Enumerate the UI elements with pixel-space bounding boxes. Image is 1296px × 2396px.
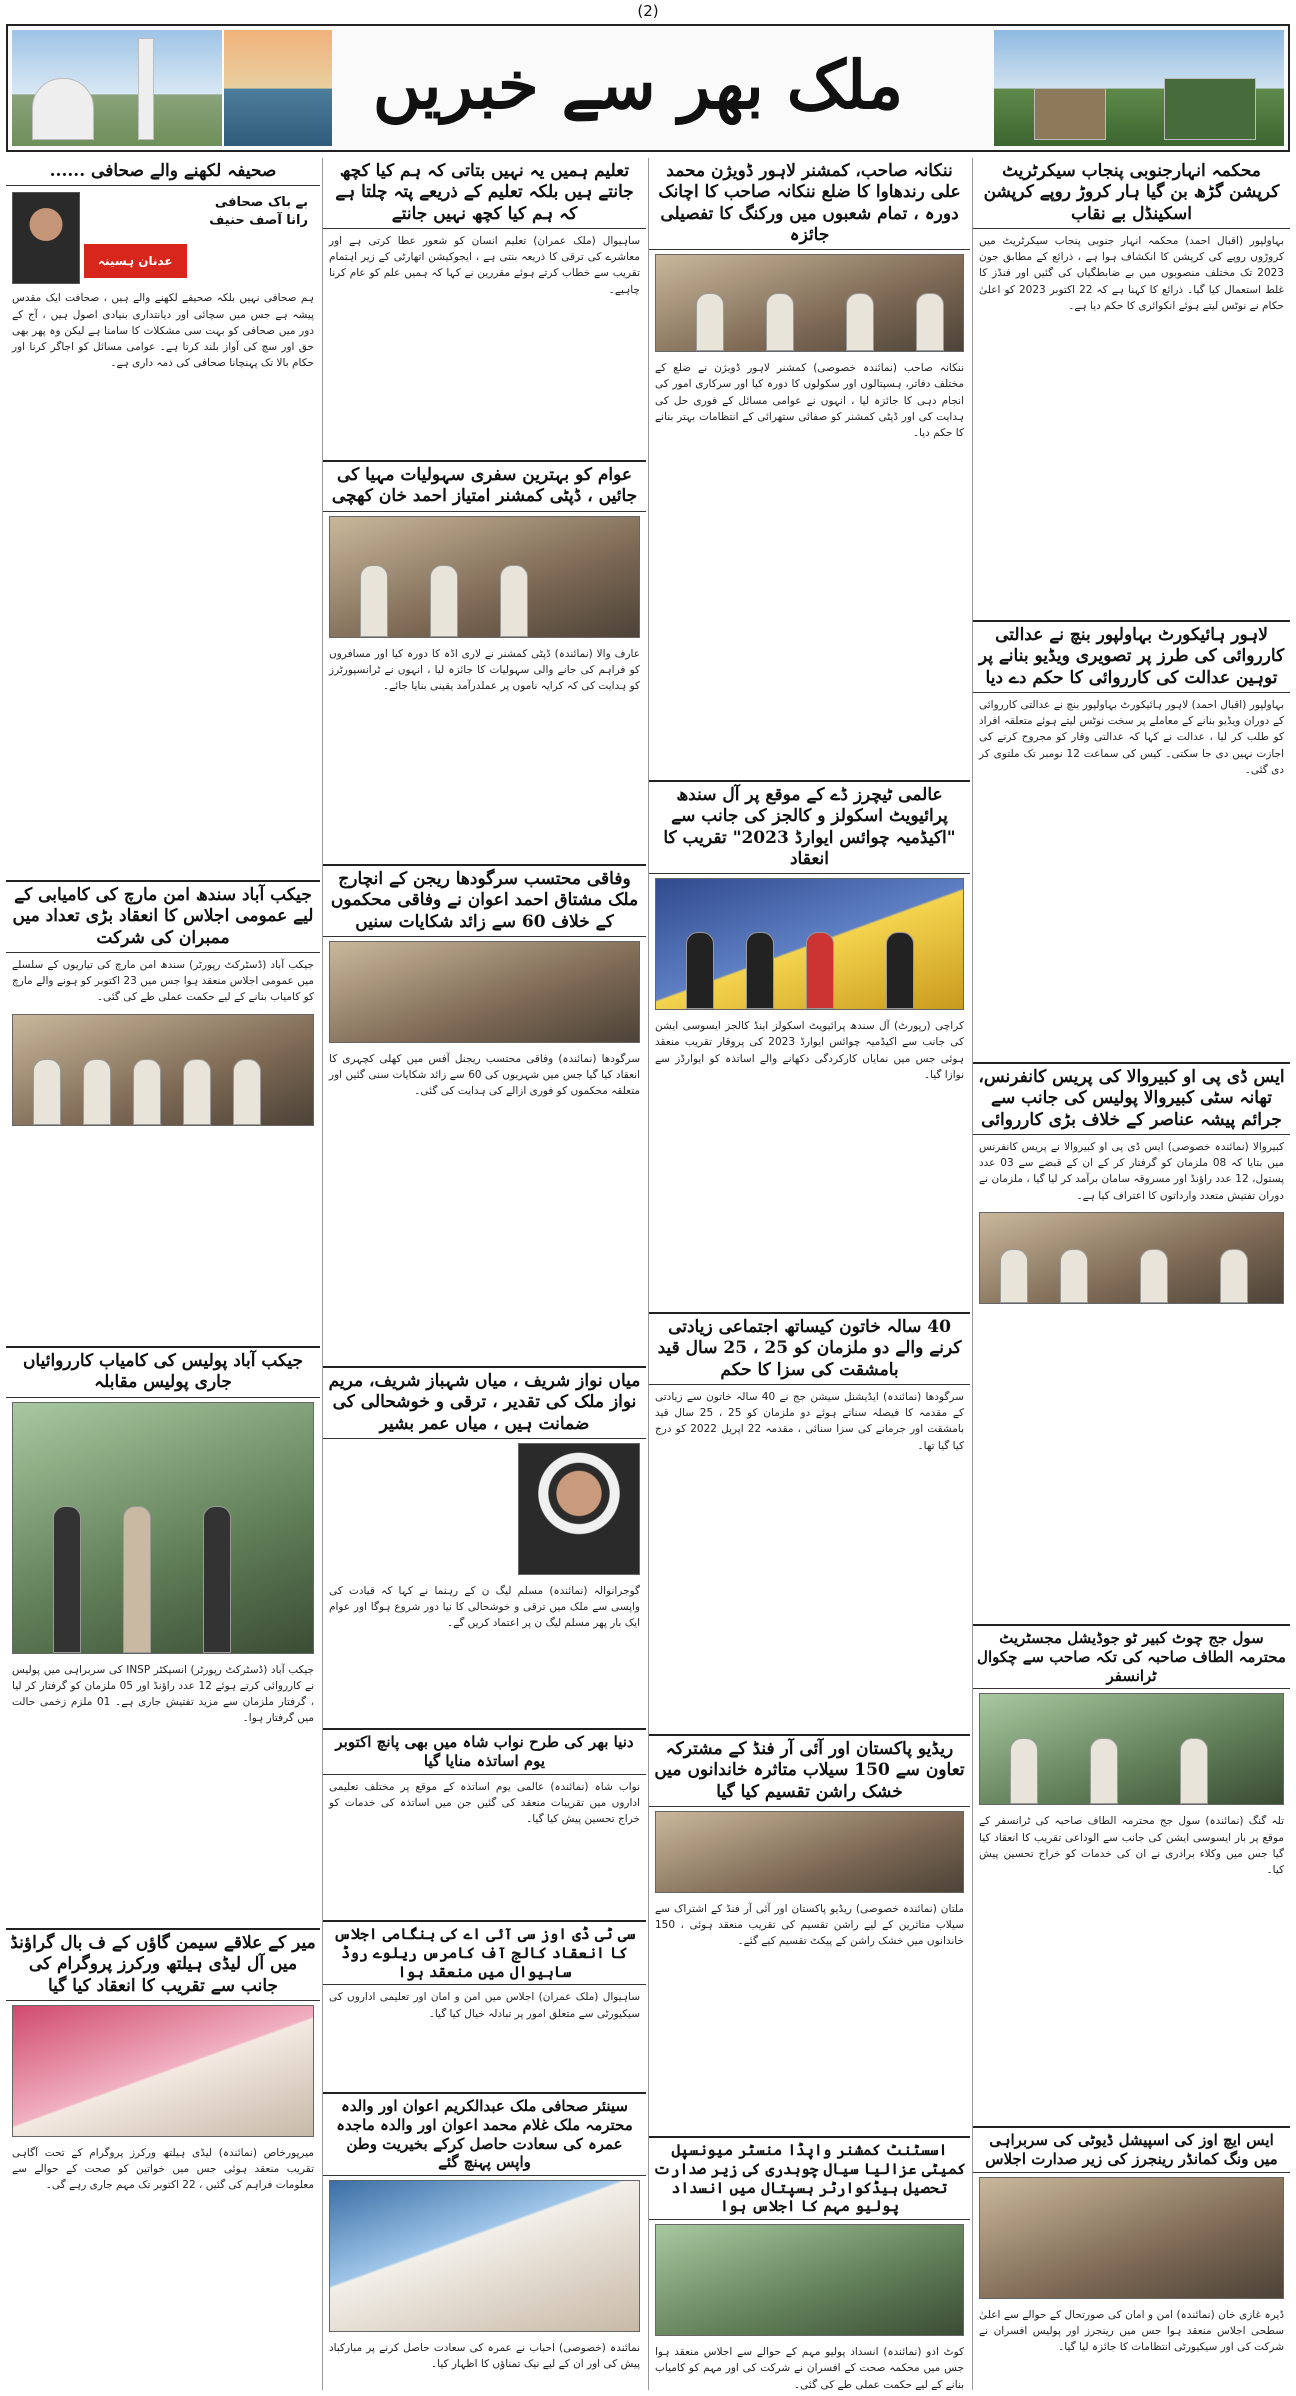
story-body: ڈیرہ غازی خان (نمائندہ) امن و امان کی صورتحال کے حوالے سے اعلیٰ سطحی اجلاس منعقد ہوا جس میں رینجرز اور پولیس افسران نے شرکت کی اور سیکیورٹی انتظامات کا جائزہ لیا گیا۔	[979, 2308, 1284, 2354]
story	[6, 158, 320, 878]
news-photo	[979, 1693, 1284, 1805]
story	[323, 158, 646, 458]
masthead-title: ملک بھر سے خبریں	[372, 46, 904, 124]
headline: سول جج چوٹ کبیر ٹو جوڈیشل مجسٹریٹ محترمہ الطاف صاحبہ کی تکہ صاحب سے چکوال ٹرانسفر	[973, 1626, 1290, 1689]
story-body: ملتان (نمائندہ خصوصی) ریڈیو پاکستان اور آئی آر فنڈ کے اشتراک سے سیلاب متاثرین کے لیے راشن تقسیم کی تقریب منعقد ہوئی ، 150 خاندانوں میں خشک راشن کے پیکٹ تقسیم کیے گئے۔	[655, 1902, 964, 1948]
news-photo	[329, 941, 640, 1043]
headline: سی ٹی ڈی اوز سی آئی اے کی بنگامی اجلاس کا انعقاد کالج آف کامرس ریلوے روڈ ساہیوال میں منعقد ہوا	[323, 1922, 646, 1985]
headline: میاں نواز شریف ، میاں شہباز شریف، مریم نواز ملک کی تقدیر ، ترقی و خوشحالی کی ضمانت ہیں ، میاں عمر بشیر	[323, 1368, 646, 1439]
headline: وفاقی محتسب سرگودھا ریجن کے انچارج ملک مشتاق احمد اعوان نے وفاقی محکموں کے خلاف 60 سے زائد شکایات سنیں	[323, 866, 646, 937]
story-body: جیکب آباد (ڈسٹرکٹ رپورٹر) انسپکٹر INSP کی سربراہی میں پولیس نے کارروائی کرتے ہوئے 12 عدد راؤنڈ اور 05 ملزمان کو گرفتار کر لیا ، گرفتار ملزمان سے مزید تفتیش جاری ہے۔ 01 ملزم زخمی حالت میں گرفتار ہوا۔	[12, 1663, 314, 1725]
story	[649, 1312, 970, 1734]
story	[649, 158, 970, 778]
headline: ایس ایچ اوز کی اسپیشل ڈیوٹی کی سربراہی میں ونگ کمانڈر رینجرز کی زیر صدارت اجلاس	[973, 2128, 1290, 2173]
story	[323, 2092, 646, 2390]
headline: 40 سالہ خاتون کیساتھ اجتماعی زیادتی کرنے والے دو ملزمان کو 25 ، 25 سال قید بامشقت کی سزا کا حکم	[649, 1314, 970, 1385]
news-photo	[655, 2224, 964, 2336]
news-photo	[979, 2177, 1284, 2299]
story	[323, 864, 646, 1366]
story	[323, 1728, 646, 1920]
headline: عالمی ٹیچرز ڈے کے موقع پر آل سندھ پرائیویٹ اسکولز و کالجز کی جانب سے "اکیڈمیہ چوائس ایوارڈ 2023" تقریب کا انعقاد	[649, 782, 970, 874]
story-body: گوجرانوالہ (نمائندہ) مسلم لیگ ن کے رہنما نے کہا کہ قیادت کی واپسی سے ملک میں ترقی و خوشحالی کا نیا دور شروع ہوگا اور عوام ایک بار پھر مسلم لیگ ن پر اعتماد کریں گے۔	[329, 1584, 640, 1630]
headline: ریڈیو پاکستان اور آئی آر فنڈ کے مشترکہ تعاون سے 150 سیلاب متاثرہ خاندانوں میں خشک راشن تقسیم کیا گیا	[649, 1736, 970, 1807]
story-body: ساہیوال (ملک عمران) تعلیم انسان کو شعور عطا کرتی ہے اور معاشرے کی ترقی کا ذریعہ بنتی ہے ، ایجوکیشن اتھارٹی کے زیر اہتمام تقریب سے خطاب کرتے ہوئے مقررین نے کہا کہ ہمیں علم کو عام کرنا چاہیے۔	[329, 234, 640, 296]
headline: محکمہ انہارجنوبی پنجاب سیکرٹریٹ کرپشن گڑھ بن گیا ہار کروڑ روپے کرپشن اسکینڈل بے نقاب	[973, 158, 1290, 229]
news-photo	[12, 1014, 314, 1126]
story	[973, 620, 1290, 1062]
story	[649, 780, 970, 1312]
news-photo	[329, 2180, 640, 2332]
story	[6, 1346, 320, 1928]
story	[6, 880, 320, 1346]
story-body: کبیروالا (نمائندہ خصوصی) ایس ڈی پی او کبیروالا نے پریس کانفرنس میں بتایا کہ 08 ملزمان کو گرفتار کر کے ان کے قبضے سے 03 عدد پستول، 12 عدد راؤنڈ اور مسروقہ سامان برآمد کر لیا گیا ، ملزمان نے دوران تفتیش متعدد وارداتوں کا اعتراف کیا ہے۔	[979, 1140, 1284, 1202]
story	[649, 1734, 970, 2136]
headline: عوام کو بہترین سفری سہولیات مہیا کی جائیں ، ڈپٹی کمشنر امتیاز احمد خان کھچی	[323, 462, 646, 512]
story-body: سرگودھا (نمائندہ) ایڈیشنل سیشن جج نے 40 سالہ خاتون سے زیادتی کے مقدمہ کا فیصلہ سناتے ہوئے دو ملزمان کو 25 ، 25 سال قید بامشقت اور جرمانے کی سزا سنائی ، مقدمہ 22 اپریل 2022 کو درج کیا گیا تھا۔	[655, 1390, 965, 1452]
story	[649, 2136, 970, 2390]
headline: سینئر صحافی ملک عبدالکریم اعوان اور والدہ محترمہ ملک غلام محمد اعوان اور والدہ ماجدہ عمرہ کی سعادت حاصل کرکے بخیریت وطن واپس پہنچ گئے	[323, 2094, 646, 2176]
headline: ایس ڈی پی او کبیروالا کی پریس کانفرنس، تھانہ سٹی کبیروالا پولیس کی جانب سے جرائم پیشہ عناصر کے خلاف بڑی کارروائی	[973, 1064, 1290, 1135]
headline: ننکانہ صاحب، کمشنر لاہور ڈویژن محمد علی رندھاوا کا ضلع ننکانہ صاحب کا اچانک دورہ ، تمام شعبوں میں ورکنگ کا تفصیلی جائزہ	[649, 158, 970, 250]
page-number: (2)	[637, 2, 659, 20]
center-left-landmark-photo	[224, 30, 332, 146]
news-photo	[979, 1212, 1284, 1304]
story	[973, 158, 1290, 618]
story-body: نواب شاہ (نمائندہ) عالمی یوم اساتذہ کے موقع پر مختلف تعلیمی اداروں میں تقریبات منعقد کی گئیں جن میں اساتذہ کی خدمات کو خراج تحسین پیش کیا گیا۔	[329, 1780, 640, 1826]
story-body: تلہ گنگ (نمائندہ) سول جج محترمہ الطاف صاحبہ کی ٹرانسفر کے موقع پر بار ایسوسی ایشن کی جانب سے الوداعی تقریب کا انعقاد کیا گیا جس میں وکلاء برادری نے ان کی خدمات کو خراج تحسین پیش کیا۔	[979, 1815, 1284, 1877]
story-body: میرپورخاص (نمائندہ) لیڈی ہیلتھ ورکرز پروگرام کے تحت آگاہی تقریب منعقد ہوئی جس میں خواتین کو صحت کے حوالے سے معلومات فراہم کی گئیں ، 22 اکتوبر تک مہم جاری رہے گی۔	[12, 2146, 314, 2192]
headline: تعلیم ہمیں یہ نہیں بتاتی کہ ہم کیا کچھ جانتے ہیں بلکہ تعلیم کے ذریعے پتہ چلتا ہے کہ ہم کیا کچھ نہیں جانتے	[323, 158, 646, 229]
story-body: کراچی (رپورٹ) آل سندھ پرائیویٹ اسکولز اینڈ کالجز ایسوسی ایشن کی جانب سے اکیڈمیہ چوائس ایوارڈ 2023 کی پروقار تقریب منعقد ہوئی جس میں نمایاں کارکردگی دکھانے والے اساتذہ کو ایوارڈز سے نوازا گیا۔	[655, 1020, 964, 1081]
right-landmark-photo	[994, 30, 1284, 146]
news-photo	[12, 1402, 314, 1654]
story	[323, 460, 646, 864]
story	[323, 1920, 646, 2092]
story	[973, 2126, 1290, 2390]
news-photo	[655, 1811, 964, 1893]
column-3	[322, 158, 646, 2390]
story	[323, 1366, 646, 1728]
story	[973, 1062, 1290, 1624]
section-title: صحیفہ لکھنے والے صحافی ......	[6, 158, 320, 186]
headline: اسسٹنٹ کمشنر واپڈا منسٹر میونسپل کمیٹی عزالیا سیال چوہدری کی زیر صدارت تحصیل ہیڈکوارٹر ہسپتال میں انسداد پولیو مہم کا اجلاس ہوا	[649, 2138, 970, 2220]
column-2	[648, 158, 970, 2390]
story-body: بہاولپور (اقبال احمد) لاہور ہائیکورٹ بہاولپور بنچ نے عدالتی کارروائی کے دوران ویڈیو بنانے کے معاملے پر سخت نوٹس لیتے ہوئے متعلقہ افراد کو طلب کر لیا ، عدالت نے کہا کہ عدالتی وقار کو مجروح کرنے کی اجازت نہیں دی جا سکتی۔ کیس کی سماعت 12 نومبر تک ملتوی کر دی گئی۔	[979, 698, 1284, 776]
story-body: ننکانہ صاحب (نمائندہ خصوصی) کمشنر لاہور ڈویژن نے ضلع کے مختلف دفاتر، ہسپتالوں اور سکولوں کا دورہ کیا اور سرکاری امور کی انجام دہی کا جائزہ لیا ، انہوں نے عوامی مسائل کے فوری حل کی ہدایت کی اور ڈپٹی کمشنر کو صفائی ستھرائی کے انتظامات بہتر بنانے کا حکم دیا۔	[655, 362, 964, 440]
column-1	[972, 158, 1290, 2390]
story-body: ساہیوال (ملک عمران) اجلاس میں امن و امان اور تعلیمی اداروں کی سیکیورٹی سے متعلق امور پر تبادلہ خیال کیا گیا۔	[329, 1991, 640, 2020]
column-4	[6, 158, 320, 2390]
news-photo	[655, 254, 964, 352]
story-body: جیکب آباد (ڈسٹرکٹ رپورٹر) سندھ امن مارچ کی تیاریوں کے سلسلے میں عمومی اجلاس منعقد ہوا جس میں 23 اکتوبر کو ہونے والے مارچ کو کامیاب بنانے کے لیے حکمت عملی طے کی گئی۔	[12, 958, 314, 1004]
story-body: کوٹ ادو (نمائندہ) انسداد پولیو مہم کے حوالے سے اجلاس منعقد ہوا جس میں محکمہ صحت کے افسران نے شرکت کی اور مہم کو کامیاب بنانے کے لیے حکمت عملی طے کی گئی۔	[655, 2346, 964, 2390]
story-body: سرگودھا (نمائندہ) وفاقی محتسب ریجنل آفس میں کھلی کچہری کا انعقاد کیا گیا جس میں شہریوں کی 60 سے زائد شکایات سنی گئیں اور متعلقہ محکموں کو فوری ازالے کی ہدایت کی گئی۔	[329, 1052, 640, 1098]
headline: میر کے علاقے سیمن گاؤں کے ف بال گراؤنڈ میں آل لیڈی ہیلتھ ورکرز پروگرام کی جانب سے تقریب کا انعقاد کیا گیا	[6, 1930, 320, 2001]
story-body: نمائندہ (خصوصی) احباب نے عمرہ کی سعادت حاصل کرنے پر مبارکباد پیش کی اور ان کے لیے نیک تمناؤں کا اظہار کیا۔	[329, 2342, 640, 2371]
headline: دنیا بھر کی طرح نواب شاہ میں بھی پانچ اکتوبر یوم اساتذہ منایا گیا	[323, 1730, 646, 1775]
headline: لاہور ہائیکورٹ بہاولپور بنچ نے عدالتی کارروائی کی طرز پر تصویری ویڈیو بنانے پر توہین عدالت کی کارروائی کا حکم دے دیا	[973, 622, 1290, 693]
headline: جیکب آباد سندھ امن مارچ کی کامیابی کے لیے عمومی اجلاس کا انعقاد بڑی تعداد میں ممبران کی شرکت	[6, 882, 320, 953]
portrait-photo	[518, 1443, 640, 1575]
byline	[12, 192, 314, 282]
masthead	[6, 24, 1290, 152]
story-body: عارف والا (نمائندہ) ڈپٹی کمشنر نے لاری اڈہ کا دورہ کیا اور مسافروں کو فراہم کی جانے والی سہولیات کا جائزہ لیا ، انہوں نے ٹرانسپورٹرز کو ہدایت کی کہ کرایہ ناموں پر عملدرآمد یقینی بنایا جائے۔	[329, 647, 640, 693]
avatar	[12, 192, 80, 284]
left-landmark-photo	[12, 30, 222, 146]
story-body: ہم صحافی نہیں بلکہ صحیفے لکھنے والے ہیں ، صحافت ایک مقدس پیشہ ہے جس میں سچائی اور دیانتداری بنیادی اصول ہیں ، آج کے دور میں صحافی کو بہت سی مشکلات کا سامنا ہے لیکن وہ پھر بھی حق اور سچ کی آواز بلند کرتا ہے۔ عوامی مسائل کو اجاگر کرنا اور حکام بالا تک پہنچانا صحافی کی ذمہ داری ہے۔	[12, 292, 314, 370]
byline-name: بے باک صحافی رانا آصف حنیف	[209, 195, 308, 229]
news-photo	[12, 2005, 314, 2137]
story	[6, 1928, 320, 2390]
byline-badge: عدنان ہسینہ	[84, 244, 187, 278]
story	[973, 1624, 1290, 2126]
news-photo	[655, 878, 964, 1010]
news-photo	[329, 516, 640, 638]
story-body: بہاولپور (اقبال احمد) محکمہ انہار جنوبی پنجاب سیکرٹریٹ میں کروڑوں روپے کی کرپشن کا انکشاف ہوا ہے ، ذرائع کے مطابق جون 2023 تک مختلف منصوبوں میں بے ضابطگیاں کی گئیں اور فنڈز کا غلط استعمال کیا گیا۔ ذرائع کا کہنا ہے کہ 22 اکتوبر 2023 کو اعلیٰ حکام نے نوٹس لیتے ہوئے انکوائری کا حکم دیا ہے۔	[979, 234, 1285, 312]
headline: جیکب آباد پولیس کی کامیاب کارروائیاں جاری پولیس مقابلہ	[6, 1348, 320, 1398]
